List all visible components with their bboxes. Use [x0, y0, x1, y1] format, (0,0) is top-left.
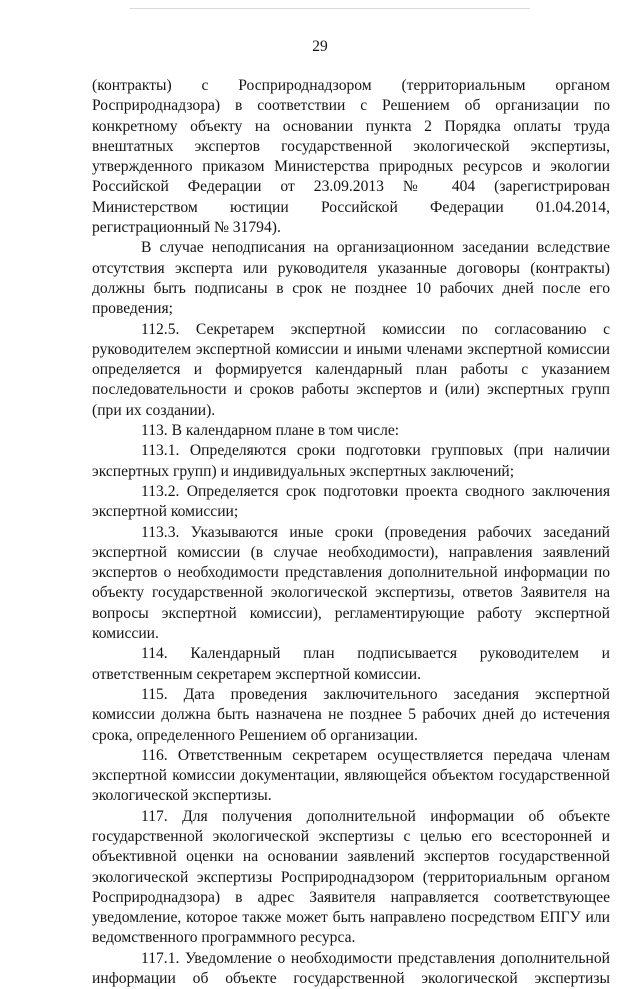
paragraph-114: 114. Календарный план подписывается руководителем и ответственным секретарем экспертной комиссии. — [92, 645, 610, 683]
paragraph-113-3: 113.3. Указываются иные сроки (проведения рабочих заседаний экспертной комиссии (в случае необходимости), направления заявлений экспертов о необходимости представления дополнительной информации по объекту государственной экологической экспертизы, ответов Заявителя на вопросы экспертной комиссии), регламентирующие работу экспертной комиссии. — [92, 523, 610, 643]
paragraph-117: 117. Для получения дополнительной информации об объекте государственной экологической экспертизы с целью его всесторонней и объективной оценки на основании заявлений экспертов государственной экологической экспертизы Росприроднадзором (территориальным органом Росприроднадзора) в адрес Заявителя направляется соответствующее уведомление, которое также может быть направлено посредством ЕПГУ или ведомственного программного ресурса. — [92, 807, 610, 947]
paragraph-115: 115. Дата проведения заключительного заседания экспертной комиссии должна быть назначена не позднее 5 рабочих дней до истечения срока, определенного Решением об организации. — [92, 685, 610, 744]
paragraph-112-5: 112.5. Секретарем экспертной комиссии по согласованию с руководителем экспертной комиссии и иными членами экспертной комиссии определяется и формируется календарный план работы с указанием последовательности и сроков работы экспертов и (или) экспертных групп (при их создании). — [92, 320, 610, 419]
paragraph-116: 116. Ответственным секретарем осуществляется передача членам экспертной комиссии документации, являющейся объектом государственной экологической экспертизы. — [92, 746, 610, 805]
page-number: 29 — [312, 38, 328, 55]
paragraph-contracts: (контракты) с Росприроднадзором (территориальным органом Росприроднадзора) в соответствии с Решением об организации по конкретному объекту на основании пункта 2 Порядка оплаты труда внештатных экспертов государственной экологической экспертизы, утвержденного приказом Министерства природных ресурсов и экологии Российской Федерации от 23.09.2013 № 404 (зарегистрирован Министерством юстиции Российской Федерации 01.04.2014, регистрационный № 31794). — [92, 77, 610, 237]
document-body — [92, 76, 610, 989]
paragraph-113-2: 113.2. Определяется срок подготовки проекта сводного заключения экспертной комиссии; — [92, 482, 610, 521]
paragraph-113-1: 113.1. Определяются сроки подготовки групповых (при наличии экспертных групп) и индивидуальных экспертных заключений; — [92, 442, 610, 480]
scan-edge-line — [130, 8, 530, 9]
paragraph-117-1: 117.1. Уведомление о необходимости представления дополнительной информации об объекте государственной экологической экспертизы — [92, 949, 610, 988]
paragraph-113: 113. В календарном плане в том числе: — [141, 422, 400, 440]
paragraph-unsigned-contracts: В случае неподписания на организационном заседании вследствие отсутствия эксперта или руководителя указанные договоры (контракты) должны быть подписаны в срок не позднее 10 рабочих дней после его проведения; — [92, 239, 610, 318]
